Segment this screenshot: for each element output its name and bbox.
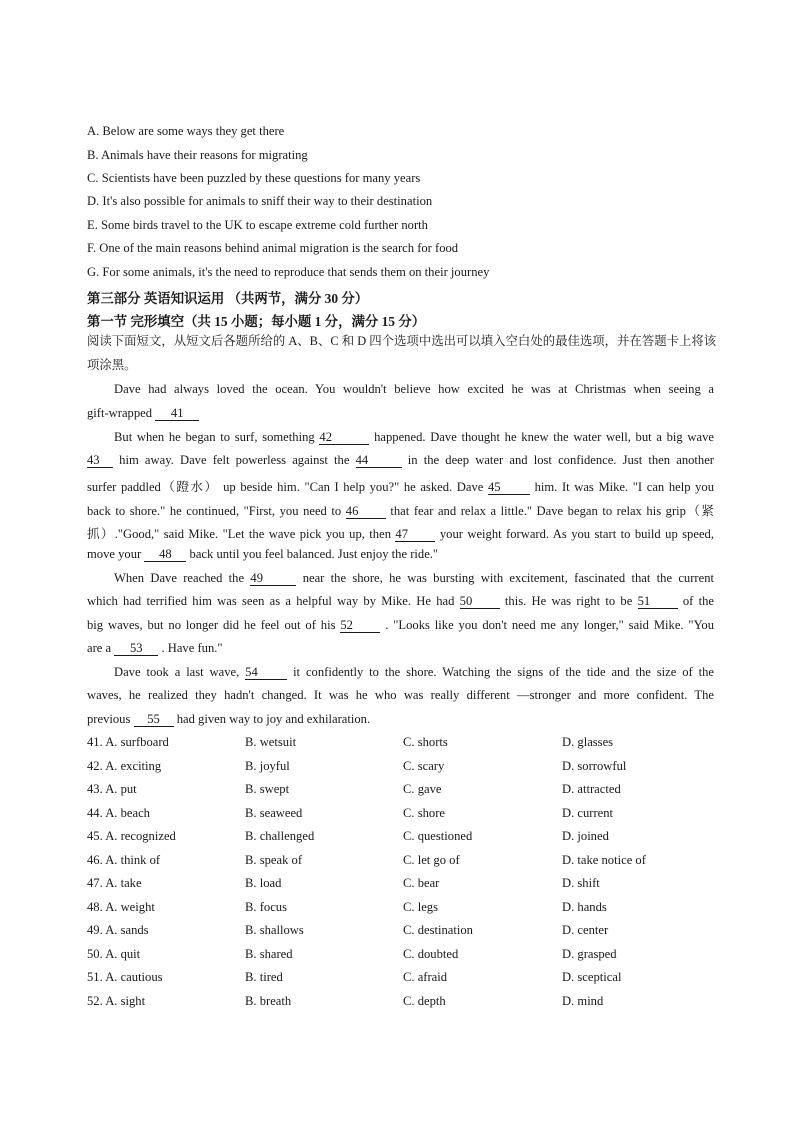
passage-text: . "Looks like you don't need me any longer," said Mike. "You — [385, 618, 715, 632]
question-row-44 — [87, 806, 727, 824]
question-row-52 — [87, 994, 727, 1012]
passage-text: it confidently to the shore. Watching the signs of the tide and the size of the — [293, 665, 714, 679]
passage-text: Dave took a last wave, — [114, 665, 240, 679]
passage-line — [87, 594, 714, 609]
option-b: B. Animals have their reasons for migrating — [87, 148, 308, 162]
passage-text: big waves, but no longer did he feel out of his — [87, 618, 336, 632]
choice-d: D. mind — [562, 994, 604, 1008]
choice-c: C. afraid — [403, 970, 448, 984]
choice-a: 42. A. exciting — [87, 759, 162, 773]
blank-48: 48 — [144, 548, 186, 562]
question-row-47 — [87, 876, 727, 894]
blank-41: 41 — [155, 407, 199, 421]
question-row-48 — [87, 900, 727, 918]
choice-d: D. hands — [562, 900, 607, 914]
blank-47: 47 — [395, 528, 435, 542]
choice-c: C. questioned — [403, 829, 473, 843]
choice-a: 41. A. surfboard — [87, 735, 169, 749]
choice-b: B. shallows — [245, 923, 304, 937]
option-f: F. One of the main reasons behind animal migration is the search for food — [87, 241, 459, 255]
choice-a: 47. A. take — [87, 876, 142, 890]
question-row-42 — [87, 759, 727, 777]
passage-text: are a — [87, 641, 112, 655]
choice-c: C. scary — [403, 759, 445, 773]
choice-a: 44. A. beach — [87, 806, 150, 820]
question-row-43 — [87, 782, 727, 800]
question-row-50 — [87, 947, 727, 965]
choice-d: D. take notice of — [562, 853, 646, 867]
blank-55: 55 — [134, 713, 174, 727]
blank-44: 44 — [356, 454, 402, 468]
passage-line — [87, 406, 714, 421]
choice-d: D. grasped — [562, 947, 617, 961]
blank-45: 45 — [488, 481, 530, 495]
blank-52: 52 — [340, 619, 380, 633]
choice-b: B. speak of — [245, 853, 303, 867]
choice-a: 49. A. sands — [87, 923, 149, 937]
choice-c: C. destination — [403, 923, 473, 937]
choice-c: C. gave — [403, 782, 442, 796]
option-d: D. It's also possible for animals to sniff their way to their destination — [87, 194, 433, 208]
passage-line: waves, he realized they hadn't changed. It was he who was really different —stronger and more confident. The — [87, 688, 714, 702]
passage-text: which had terrified him was seen as a helpful way by Mike. He had — [87, 594, 455, 608]
choice-b: B. shared — [245, 947, 293, 961]
passage-text: move your — [87, 547, 142, 561]
choice-b: B. joyful — [245, 759, 290, 773]
passage-text: When Dave reached the — [114, 571, 245, 585]
part3-title: 第三部分 英语知识运用 （共两节，满分 30 分） — [87, 291, 369, 306]
passage-text: back until you feel balanced. Just enjoy the ride." — [189, 547, 439, 561]
choice-d: D. glasses — [562, 735, 614, 749]
choice-a: 43. A. put — [87, 782, 137, 796]
choice-c: C. shore — [403, 806, 445, 820]
choice-b: B. wetsuit — [245, 735, 297, 749]
question-row-49 — [87, 923, 727, 941]
blank-54: 54 — [245, 666, 287, 680]
passage-line — [87, 453, 714, 468]
choice-d: D. attracted — [562, 782, 621, 796]
passage-text: near the shore, he was bursting with excitement, fascinated that the current — [302, 571, 714, 585]
choice-b: B. swept — [245, 782, 290, 796]
question-row-51 — [87, 970, 727, 988]
passage-line — [87, 618, 714, 633]
choice-a: 48. A. weight — [87, 900, 155, 914]
passage-line — [87, 641, 714, 656]
blank-46: 46 — [346, 505, 386, 519]
choice-b: B. breath — [245, 994, 292, 1008]
passage-line — [87, 523, 714, 542]
passage-text: . Have fun." — [161, 641, 223, 655]
choice-b: B. seaweed — [245, 806, 303, 820]
passage-text: back to shore." he continued, "First, you need to — [87, 504, 342, 518]
passage-text: previous — [87, 712, 131, 726]
passage-text: that fear and relax a little." Dave began to relax his grip（紧 — [390, 504, 714, 518]
passage-line — [87, 712, 714, 727]
choice-c: C. legs — [403, 900, 438, 914]
choice-c: C. let go of — [403, 853, 460, 867]
passage-line — [87, 476, 714, 495]
question-row-46 — [87, 853, 727, 871]
blank-50: 50 — [460, 595, 500, 609]
passage-text: But when he began to surf, something — [114, 430, 315, 444]
passage-text: this. He was right to be — [504, 594, 633, 608]
choice-d: D. joined — [562, 829, 609, 843]
option-e: E. Some birds travel to the UK to escape extreme cold further north — [87, 218, 428, 232]
choice-d: D. center — [562, 923, 609, 937]
choice-c: C. bear — [403, 876, 440, 890]
choice-a: 51. A. cautious — [87, 970, 163, 984]
passage-line — [87, 500, 714, 519]
choice-d: D. shift — [562, 876, 600, 890]
blank-51: 51 — [638, 595, 678, 609]
passage-text: 抓）."Good," said Mike. "Let the wave pick you up, then — [87, 527, 391, 541]
choice-a: 50. A. quit — [87, 947, 141, 961]
choice-b: B. load — [245, 876, 282, 890]
passage-text: had given way to joy and exhilaration. — [176, 712, 371, 726]
choice-b: B. focus — [245, 900, 287, 914]
choice-a: 52. A. sight — [87, 994, 146, 1008]
option-a: A. Below are some ways they get there — [87, 124, 285, 138]
choice-c: C. depth — [403, 994, 446, 1008]
choice-b: B. challenged — [245, 829, 315, 843]
question-row-41 — [87, 735, 727, 753]
blank-53: 53 — [114, 642, 158, 656]
passage-text: in the deep water and lost confidence. Just then another — [407, 453, 714, 467]
choice-d: D. sorrowful — [562, 759, 627, 773]
choice-a: 45. A. recognized — [87, 829, 176, 843]
instructions: 阅读下面短文，从短文后各题所给的 A、B、C 和 D 四个选项中选出可以填入空白处的最佳选项，并在答题卡上将该项涂黑。 — [87, 334, 717, 372]
blank-49: 49 — [250, 572, 296, 586]
passage-text: him. It was Mike. "I can help you — [534, 480, 714, 494]
passage-text: him away. Dave felt powerless against the — [119, 453, 350, 467]
passage-line — [87, 430, 714, 445]
choice-d: D. sceptical — [562, 970, 622, 984]
choice-c: C. doubted — [403, 947, 459, 961]
blank-43: 43 — [87, 454, 113, 468]
passage-text: gift-wrapped — [87, 406, 153, 420]
passage-text: happened. Dave thought he knew the water well, but a big wave — [374, 430, 715, 444]
question-row-45 — [87, 829, 727, 847]
passage-text: your weight forward. As you start to build up speed, — [439, 527, 714, 541]
passage-text: surfer paddled（蹬水） up beside him. "Can I help you?" he asked. Dave — [87, 480, 484, 494]
passage-text: of the — [682, 594, 714, 608]
choice-c: C. shorts — [403, 735, 448, 749]
option-c: C. Scientists have been puzzled by these questions for many years — [87, 171, 421, 185]
passage-line — [87, 571, 714, 586]
choice-d: D. current — [562, 806, 614, 820]
section1-title: 第一节 完形填空（共 15 小题；每小题 1 分，满分 15 分） — [87, 314, 426, 329]
choice-a: 46. A. think of — [87, 853, 161, 867]
option-g: G. For some animals, it's the need to reproduce that sends them on their journey — [87, 265, 490, 279]
choice-b: B. tired — [245, 970, 283, 984]
passage-line: Dave had always loved the ocean. You wouldn't believe how excited he was at Christmas when seeing a — [114, 382, 714, 396]
blank-42: 42 — [319, 431, 369, 445]
passage-line — [87, 665, 714, 680]
passage-line — [87, 547, 714, 562]
